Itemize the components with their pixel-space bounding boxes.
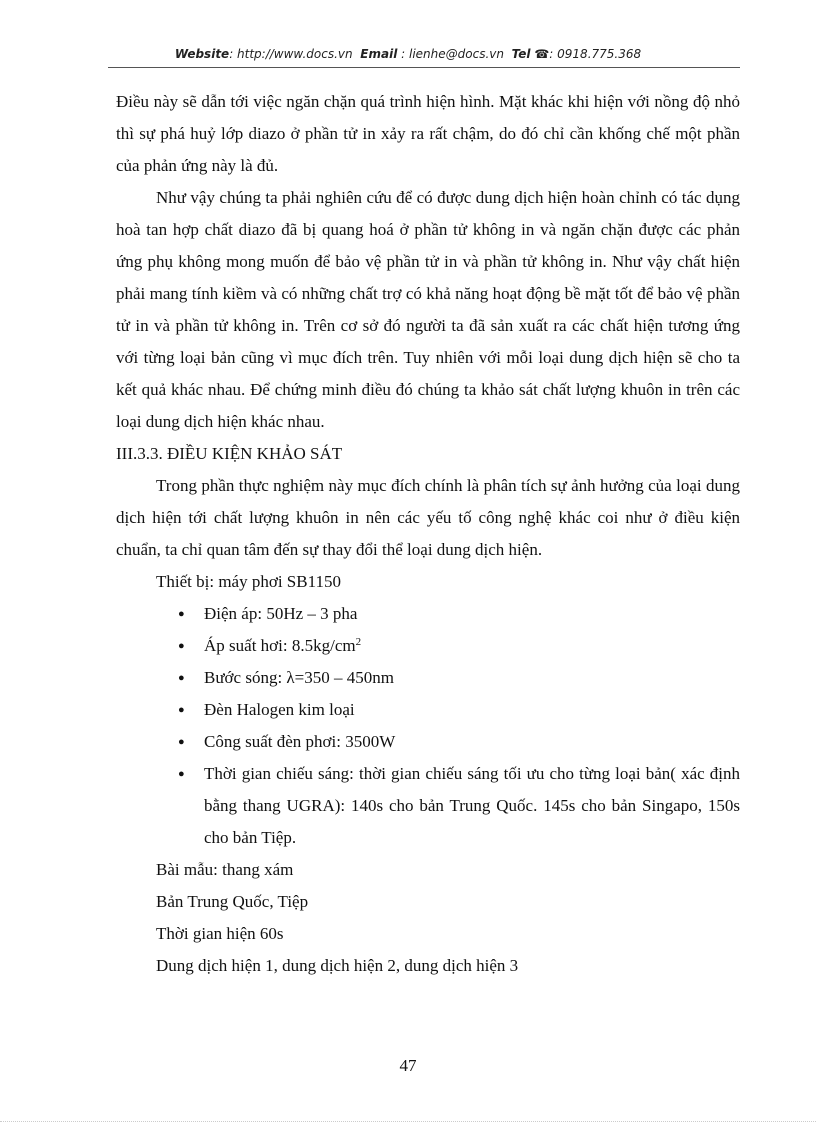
pressure-text: Áp suất hơi: 8.5kg/cm <box>204 636 356 655</box>
phone-icon: ☎ <box>534 47 550 61</box>
list-item-lamp: ● Đèn Halogen kim loại <box>178 694 740 726</box>
list-item-voltage: ● Điện áp: 50Hz – 3 pha <box>178 598 740 630</box>
list-item-power: ● Công suất đèn phơi: 3500W <box>178 726 740 758</box>
tel-label: Tel <box>511 47 531 61</box>
list-item-wavelength: ● Bước sóng: λ=350 – 450nm <box>178 662 740 694</box>
email-label: Email <box>360 47 398 61</box>
sample-line: Bài mẫu: thang xám <box>156 860 294 879</box>
tel-value: : 0918.775.368 <box>549 47 642 61</box>
plates-line: Bản Trung Quốc, Tiệp <box>156 892 309 911</box>
website-value[interactable]: : http://www.docs.vn <box>229 47 353 61</box>
paragraph-2: Như vậy chúng ta phải nghiên cứu để có được dung dịch hiện hoàn chỉnh có tác dụng hoà tan hợp chất diazo đã bị quang hoá ở phần tử không in và ngăn chặn được các phản ứng phụ không mong muốn để bảo vệ phần tử in và phần tử không in. Như vậy chất hiện phải mang tính kiềm và có những chất trợ có khả năng hoạt động bề mặt tốt để bảo vệ phần tử in và phần tử không in. Trên cơ sở đó người ta đã sản xuất ra các chất hiện tương ứng với từng loại bản cũng vì mục đích trên. Tuy nhiên với mỗi loại dung dịch hiện sẽ cho ta kết quả khác nhau. Để chứng minh điều đó chúng ta khảo sát chất lượng khuôn in trên các loại dung dịch hiện khác nhau. <box>116 188 740 431</box>
equipment-spec-list <box>116 598 740 854</box>
document-body <box>116 86 740 982</box>
paragraph-1: Điều này sẽ dẫn tới việc ngăn chặn quá trình hiện hình. Mặt khác khi hiện với nồng độ nhỏ thì sự phá huỷ lớp diazo ở phần tử in xảy ra rất chậm, do đó chỉ cần khống chế một phần của phản ứng này là đủ. <box>116 92 740 175</box>
list-item-exposure: ● Thời gian chiếu sáng: thời gian chiếu sáng tối ưu cho từng loại bản( xác định bằng thang UGRA): 140s cho bản Trung Quốc. 145s cho bản Singapo, 150s cho bản Tiệp. <box>178 758 740 854</box>
development-time-line: Thời gian hiện 60s <box>156 924 284 943</box>
footer-divider <box>0 1121 816 1122</box>
section-heading: III.3.3. ĐIỀU KIỆN KHẢO SÁT <box>116 444 343 463</box>
list-item-pressure <box>178 630 740 662</box>
page-number: 47 <box>399 1056 417 1075</box>
header-divider <box>108 67 740 68</box>
pressure-superscript: 2 <box>355 636 362 648</box>
email-value[interactable]: : lienhe@docs.vn <box>401 47 504 61</box>
paragraph-3: Trong phần thực nghiệm này mục đích chính là phân tích sự ảnh hưởng của loại dung dịch hiện tới chất lượng khuôn in nên các yếu tố công nghệ khác coi như ở điều kiện chuẩn, ta chỉ quan tâm đến sự thay đổi thể loại dung dịch hiện. <box>116 476 740 559</box>
solutions-line: Dung dịch hiện 1, dung dịch hiện 2, dung dịch hiện 3 <box>156 956 519 975</box>
equipment-line: Thiết bị: máy phơi SB1150 <box>156 572 341 591</box>
website-label: Website <box>174 47 230 61</box>
page-header <box>0 47 816 61</box>
